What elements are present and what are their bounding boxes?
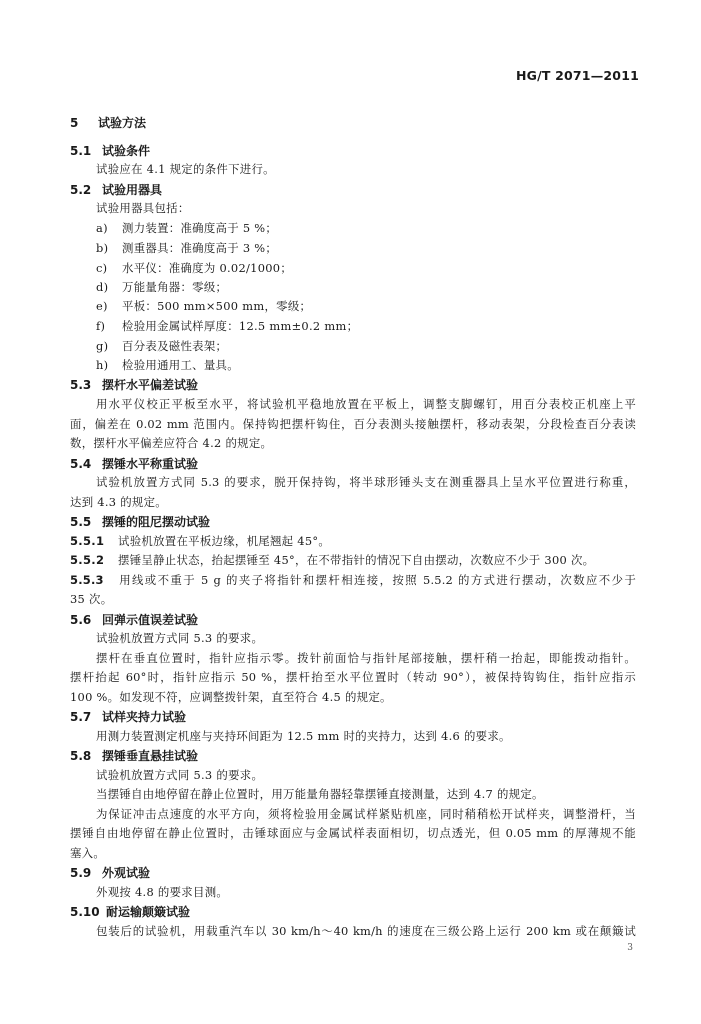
list-item: a) 测力装置：准确度高于 5 %；: [96, 221, 278, 235]
section-5-1-heading: 5.1 试验条件: [70, 144, 151, 158]
section-5-heading: 5 试验方法: [70, 116, 147, 130]
paragraph-line: 摆锤自由地停留在静止位置时，击锤球面应与金属试样表面相切，切点透光，但 0.05 mm 的厚薄规不能: [70, 826, 636, 840]
paragraph-line: 用测力装置测定机座与夹持环间距为 12.5 mm 时的夹持力，达到 4.6 的要求。: [96, 729, 511, 743]
list-item: h) 检验用通用工、量具。: [96, 358, 239, 372]
page-number: 3: [627, 943, 633, 953]
subclause-5-5-1: 5.5.1 试验机放置在平板边缘，机尾翘起 45°。: [70, 534, 331, 548]
paragraph-line: 摆杆在垂直位置时，指针应指示零。拨针前面恰与指针尾部接触，摆杆稍一抬起，即能拨动指针。: [96, 651, 636, 665]
paragraph-line: 试验机放置方式同 5.3 的要求。: [96, 631, 264, 645]
section-5-2-heading: 5.2 试验用器具: [70, 183, 163, 197]
standard-code: HG/T 2071—2011: [515, 68, 639, 83]
section-5-4-heading: 5.4 摆锤水平称重试验: [70, 457, 199, 471]
section-5-10-heading: 5.10 耐运输颠簸试验: [70, 905, 191, 919]
section-5-7-heading: 5.7 试样夹持力试验: [70, 710, 187, 724]
section-5-1-text: 试验应在 4.1 规定的条件下进行。: [96, 162, 275, 176]
section-5-2-intro: 试验用器具包括：: [96, 201, 190, 215]
paragraph-line: 用水平仪校正平板至水平，将试验机平稳地放置在平板上，调整支脚螺钉，用百分表校正机座上平: [96, 397, 636, 411]
paragraph-line: 塞入。: [70, 846, 106, 860]
paragraph-line: 100 %。如发现不符，应调整拨针架，直至符合 4.5 的规定。: [70, 690, 392, 704]
paragraph-line: 当摆锤自由地停留在静止位置时，用万能量角器轻靠摆锤直接测量，达到 4.7 的规定。: [96, 787, 544, 801]
list-item: c) 水平仪：准确度为 0.02/1000；: [96, 261, 293, 275]
section-5-8-heading: 5.8 摆锤垂直悬挂试验: [70, 749, 199, 763]
section-5-9-heading: 5.9 外观试验: [70, 866, 151, 880]
list-item: e) 平板：500 mm×500 mm，零级；: [96, 299, 312, 313]
paragraph-line: 为保证冲击点速度的水平方向，须将检验用金属试样紧贴机座，同时稍稍松开试样夹，调整滑杆，当: [96, 807, 636, 821]
paragraph-line: 达到 4.3 的规定。: [70, 495, 168, 509]
section-5-3-heading: 5.3 摆杆水平偏差试验: [70, 378, 199, 392]
list-item: d) 万能量角器：零级；: [96, 280, 228, 294]
paragraph-line: 面，偏差在 0.02 mm 范围内。保持钩把摆杆钩住，百分表测头接触摆杆，移动表架，分段检查百分表读: [70, 417, 636, 431]
paragraph-line: 35 次。: [70, 592, 113, 606]
section-5-6-heading: 5.6 回弹示值误差试验: [70, 613, 199, 627]
list-item: b) 测重器具：准确度高于 3 %；: [96, 241, 278, 255]
paragraph-line: 试验机放置方式同 5.3 的要求。: [96, 768, 264, 782]
paragraph-line: 外观按 4.8 的要求目测。: [96, 885, 229, 899]
subclause-5-5-3: 5.5.3 用线或不重于 5 g 的夹子将指针和摆杆相连接，按照 5.5.2 的方式进行摆动，次数应不少于: [70, 573, 636, 587]
list-item: g) 百分表及磁性表架；: [96, 339, 228, 353]
subclause-5-5-2: 5.5.2 摆锤呈静止状态，抬起摆锤至 45°，在不带指针的情况下自由摆动，次数应不少于 300 次。: [70, 553, 595, 567]
section-5-5-heading: 5.5 摆锤的阻尼摆动试验: [70, 515, 211, 529]
paragraph-line: 包装后的试验机，用载重汽车以 30 km/h～40 km/h 的速度在三级公路上运行 200 km 或在颠簸试: [96, 924, 636, 938]
paragraph-line: 试验机放置方式同 5.3 的要求，脱开保持钩，将半球形锤头支在测重器具上呈水平位置进行称重，: [96, 475, 636, 489]
list-item: f) 检验用金属试样厚度：12.5 mm±0.2 mm；: [96, 319, 359, 333]
paragraph-line: 摆杆抬起 60°时，指针应指示 50 %，摆杆抬至水平位置时（转动 90°），被保持钩钩住，指针应指示: [70, 670, 636, 684]
paragraph-line: 数，摆杆水平偏差应符合 4.2 的规定。: [70, 436, 273, 450]
